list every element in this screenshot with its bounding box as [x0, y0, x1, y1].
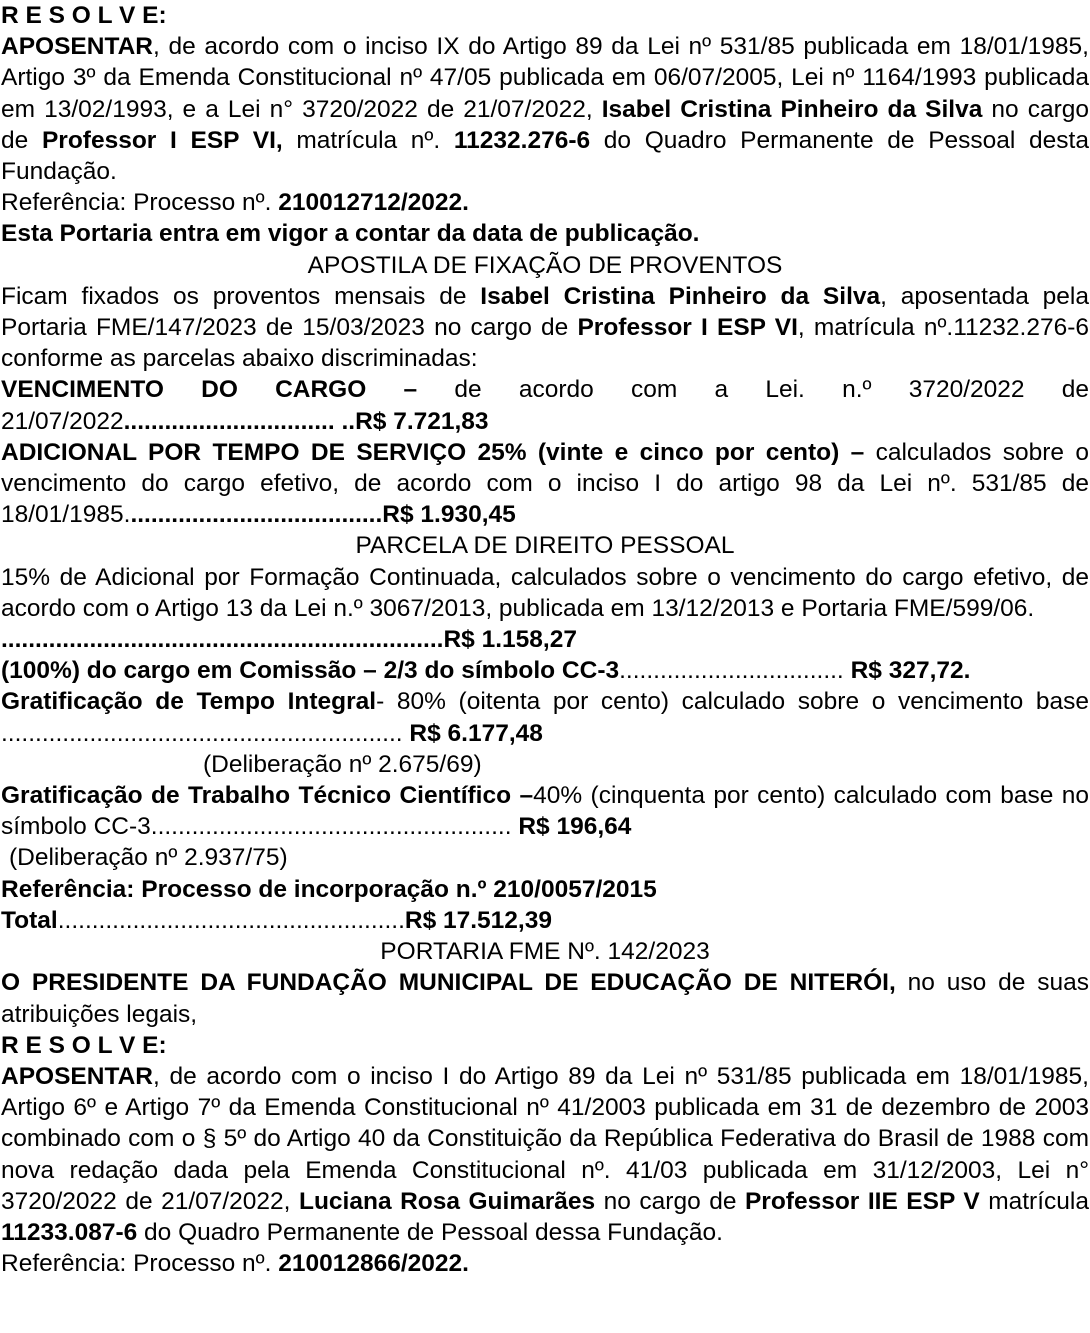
presidente-paragraph: O PRESIDENTE DA FUNDAÇÃO MUNICIPAL DE EDUCAÇÃO DE NITERÓI, no uso de suas atribuições legais,: [1, 969, 1089, 1028]
resolve-heading-2: R E S O L V E:: [1, 1031, 167, 1059]
adicional-item: ADICIONAL POR TEMPO DE SERVIÇO 25% (vinte e cinco por cento) – calculados sobre o vencimento do cargo efetivo, de acordo com o inciso I do artigo 98 da Lei nº. 531/85 de 18/01/1985......................................R$ 1.930,45: [1, 438, 1089, 529]
formacao-value-line: .................................................................R$ 1.158,27: [1, 626, 577, 654]
tecnico-deliberacao: (Deliberação nº 2.937/75): [9, 844, 288, 872]
referencia-line-1: Referência: Processo nº. 210012712/2022.: [1, 189, 469, 217]
apostila-intro: Ficam fixados os proventos mensais de Isabel Cristina Pinheiro da Silva, aposentada pela Portaria FME/147/2023 de 15/03/2023 no cargo de Professor I ESP VI, matrícula nº.11232.276-6 conforme as parcelas abaixo discriminadas:: [1, 282, 1089, 373]
comissao-item: (100%) do cargo em Comissão – 2/3 do símbolo CC-3................................. R$ 327,72.: [1, 657, 971, 685]
referencia-line-2: Referência: Processo nº. 210012866/2022.: [1, 1250, 469, 1278]
vencimento-item: VENCIMENTO DO CARGO – de acordo com a Lei. n.º 3720/2022 de 21/07/2022............................... ..R$ 7.721,83: [1, 376, 1089, 435]
total-line: Total...................................................R$ 17.512,39: [1, 906, 552, 934]
apostila-heading: APOSTILA DE FIXAÇÃO DE PROVENTOS: [307, 251, 783, 279]
referencia-incorporacao: Referência: Processo de incorporação n.º 210/0057/2015: [1, 875, 657, 903]
integral-item: Gratificação de Tempo Integral- 80% (oitenta por cento) calculado sobre o vencimento base ........................................................... R$ 6.177,48: [1, 688, 1089, 747]
portaria-heading: PORTARIA FME Nº. 142/2023: [380, 938, 710, 966]
tecnico-item: Gratificação de Trabalho Técnico Científico –40% (cinquenta por cento) calculado com base no símbolo CC-3..................................................... R$ 196,64: [1, 782, 1089, 841]
formacao-item: 15% de Adicional por Formação Continuada, calculados sobre o vencimento do cargo efetivo, de acordo com o Artigo 13 da Lei n.º 3067/2013, publicada em 13/12/2013 e Portaria FME/599/06.: [1, 563, 1089, 622]
integral-deliberacao: (Deliberação nº 2.675/69): [203, 750, 482, 778]
vigor-line: Esta Portaria entra em vigor a contar da data de publicação.: [1, 220, 700, 248]
parcela-heading: PARCELA DE DIREITO PESSOAL: [355, 532, 735, 560]
resolve-heading-1: R E S O L V E:: [1, 2, 167, 29]
aposentar-paragraph-2: APOSENTAR, de acordo com o inciso I do Artigo 89 da Lei nº 531/85 publicada em 18/01/1985, Artigo 6º e Artigo 7º da Emenda Constitucional nº 41/2003 publicada em 31 de dezembro de 2003 combinado com o § 5º do Artigo 40 da Constituição da República Federativa do Brasil de 1988 com nova redação dada pela Emenda Constitucional nº. 41/03 publicada em 31/12/2003, Lei n° 3720/2022 de 21/07/2022, Luciana Rosa Guimarães no cargo de Professor IIE ESP V matrícula 11233.087-6 do Quadro Permanente de Pessoal dessa Fundação.: [1, 1062, 1089, 1246]
aposentar-paragraph-1: APOSENTAR, de acordo com o inciso IX do Artigo 89 da Lei nº 531/85 publicada em 18/01/1985, Artigo 3º da Emenda Constitucional nº 47/05 publicada em 06/07/2005, Lei nº 1164/1993 publicada em 13/02/1993, e a Lei n° 3720/2022 de 21/07/2022, Isabel Cristina Pinheiro da Silva no cargo de Professor I ESP VI, matrícula nº. 11232.276-6 do Quadro Permanente de Pessoal desta Fundação.: [1, 33, 1089, 186]
